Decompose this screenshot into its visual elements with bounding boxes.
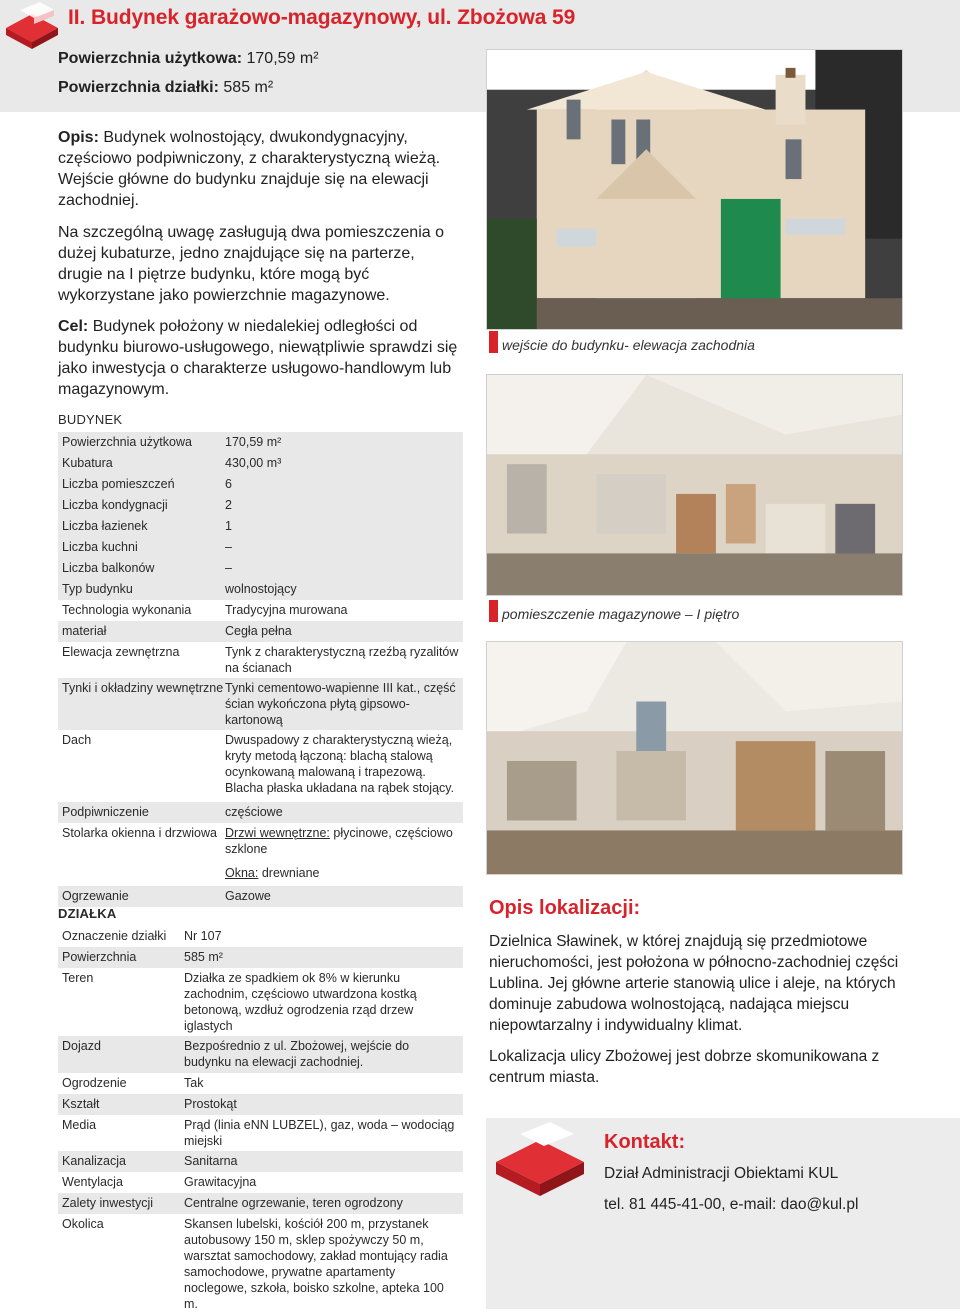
photo-caption-room bbox=[489, 600, 739, 622]
goal-paragraph bbox=[58, 316, 463, 400]
row-label: Zalety inwestycji bbox=[62, 1196, 153, 1210]
table-row bbox=[58, 558, 463, 579]
row-label: Kanalizacja bbox=[62, 1154, 126, 1168]
row-label: Liczba pomieszczeń bbox=[62, 477, 175, 491]
row-value: 430,00 m³ bbox=[225, 456, 282, 470]
row-label: Kształt bbox=[62, 1097, 100, 1111]
row-value: Bezpośrednio z ul. Zbożowej, wejście do budynku na elewacji zachodniej. bbox=[184, 1039, 410, 1069]
table-row bbox=[58, 947, 463, 968]
row-label: Podpiwniczenie bbox=[62, 805, 149, 819]
description-paragraph bbox=[58, 127, 463, 211]
row-value: Prostokąt bbox=[184, 1097, 237, 1111]
row-value: Sanitarna bbox=[184, 1154, 238, 1168]
row-label: Media bbox=[62, 1118, 97, 1132]
row-label: Liczba kuchni bbox=[62, 540, 138, 554]
row-value: 2 bbox=[225, 498, 232, 512]
table-row bbox=[58, 1115, 463, 1151]
table-row bbox=[58, 579, 463, 600]
row-label: Technologia wykonania bbox=[62, 603, 192, 617]
large-rooms-paragraph: Na szczególną uwagę zasługują dwa pomieszczenia o dużej kubaturze, jedno znajdujące się na parterze, drugie na I piętrze budynku, które mogą być wykorzystane jako powierzchnie magazynowe. bbox=[58, 224, 444, 304]
row-label: Dach bbox=[62, 733, 92, 747]
table-row bbox=[58, 1172, 463, 1193]
table-row bbox=[58, 642, 463, 678]
table-row bbox=[58, 453, 463, 474]
table-row bbox=[58, 730, 463, 802]
row-label: Liczba kondygnacji bbox=[62, 498, 168, 512]
table-row bbox=[58, 678, 463, 730]
table-row bbox=[58, 886, 463, 907]
row-label: Liczba łazienek bbox=[62, 519, 148, 533]
plot-area bbox=[58, 79, 273, 97]
contact-department: Dział Administracji Obiektami KUL bbox=[604, 1165, 839, 1182]
row-label: Elewacja zewnętrzna bbox=[62, 645, 180, 659]
contact-phone-email: tel. 81 445-41-00, e-mail: dao@kul.pl bbox=[604, 1196, 859, 1213]
table-row bbox=[58, 474, 463, 495]
windows-label: Okna: bbox=[225, 866, 259, 880]
row-value: Tak bbox=[184, 1076, 204, 1090]
table-row bbox=[58, 968, 463, 1036]
row-label: Tynki i okładziny wewnętrzne bbox=[62, 681, 224, 695]
row-value bbox=[225, 825, 459, 881]
row-value: 1 bbox=[225, 519, 232, 533]
caption-text: wejście do budynku- elewacja zachodnia bbox=[502, 337, 755, 353]
row-value: Tynk z charakterystyczną rzeźbą ryzalitów na ścianach bbox=[225, 645, 459, 675]
row-label: Powierzchnia użytkowa bbox=[62, 435, 192, 449]
row-label: Oznaczenie działki bbox=[62, 929, 167, 943]
row-value: 6 bbox=[225, 477, 232, 491]
table-row bbox=[58, 1151, 463, 1172]
table-row bbox=[58, 621, 463, 642]
warehouse-room-photo-2 bbox=[486, 641, 903, 875]
row-label: Powierzchnia bbox=[62, 950, 137, 964]
row-label: Liczba balkonów bbox=[62, 561, 155, 575]
table-row bbox=[58, 823, 463, 886]
cel-label: Cel: bbox=[58, 318, 89, 335]
warehouse-room-photo-1 bbox=[486, 374, 903, 596]
row-value: Grawitacyjna bbox=[184, 1175, 257, 1189]
doors-value: płycinowe, częściowo szklone bbox=[225, 826, 453, 856]
row-value: Prąd (linia eNN LUBZEL), gaz, woda – wodociąg miejski bbox=[184, 1118, 455, 1148]
row-label: Wentylacja bbox=[62, 1175, 123, 1189]
row-value: Skansen lubelski, kościół 200 m, przystanek autobusowy 150 m, sklep spożywczy 50 m, warsztat samochodowy, zakład montujący radia samochodowe, prywatne apartamenty noclegowe, szkoła, boisko szkolne, apteka 100 m. bbox=[184, 1217, 448, 1311]
row-value: Centralne ogrzewanie, teren ogrodzony bbox=[184, 1196, 403, 1210]
caption-text: pomieszczenie magazynowe – I piętro bbox=[502, 606, 740, 622]
row-label: Ogrodzenie bbox=[62, 1076, 127, 1090]
row-label: Teren bbox=[62, 971, 94, 985]
table-row bbox=[58, 516, 463, 537]
table-row bbox=[58, 432, 463, 453]
row-label: Kubatura bbox=[62, 456, 113, 470]
row-value: Cegła pełna bbox=[225, 624, 292, 638]
doors-label: Drzwi wewnętrzne: bbox=[225, 826, 330, 840]
row-label: materiał bbox=[62, 624, 107, 638]
opis-label: Opis: bbox=[58, 129, 99, 146]
building-table bbox=[58, 412, 463, 907]
photo-caption-exterior bbox=[489, 331, 755, 353]
plot-area-value: 585 m² bbox=[223, 79, 274, 96]
row-value: – bbox=[225, 561, 232, 575]
row-value: 170,59 m² bbox=[225, 435, 282, 449]
usable-area bbox=[58, 50, 319, 68]
plot-table bbox=[58, 906, 463, 1314]
row-value: – bbox=[225, 540, 232, 554]
row-label: Stolarka okienna i drzwiowa bbox=[62, 826, 217, 840]
plot-table-heading: DZIAŁKA bbox=[58, 906, 117, 921]
caption-marker bbox=[489, 600, 498, 622]
windows-value: drewniane bbox=[258, 866, 320, 880]
row-value: Dwuspadowy z charakterystyczną wieżą, kryty metodą łączoną: blachą stalową ocynkowaną malowaną i trapezową. Blacha płaska układana na rąbek stojący. bbox=[225, 733, 455, 795]
row-value: 585 m² bbox=[184, 950, 223, 964]
logo-cube-icon bbox=[2, 2, 64, 50]
table-row bbox=[58, 926, 463, 947]
contact-cube-icon bbox=[490, 1122, 590, 1198]
table-row bbox=[58, 1036, 463, 1073]
location-text-1: Dzielnica Sławinek, w której znajdują się przedmiotowe nieruchomości, jest położona w północno-zachodniej części Lublina. Jej główne arterie stanowią ulice i aleje, na których dominuje zabudowa wolnostojącą, nadająca miejscu niepowtarzalny i indywidualny klimat. bbox=[489, 933, 899, 1034]
page-title: II. Budynek garażowo-magazynowy, ul. Zbożowa 59 bbox=[68, 6, 576, 29]
usable-area-label: Powierzchnia użytkowa: bbox=[58, 50, 243, 67]
cel-text: Budynek położony w niedalekiej odległości od budynku biurowo-usługowego, niewątpliwie sprawdzi się jako inwestycja o charakterze usługowo-handlowym lub magazynowym. bbox=[58, 318, 458, 398]
building-table-heading: BUDYNEK bbox=[58, 412, 123, 427]
location-title: Opis lokalizacji: bbox=[489, 897, 641, 919]
row-value: Tynki cementowo-wapienne III kat., część ścian wykończona płytą gipsowo-kartonową bbox=[225, 681, 456, 727]
table-row bbox=[58, 537, 463, 558]
row-label: Ogrzewanie bbox=[62, 889, 129, 903]
table-row bbox=[58, 1094, 463, 1115]
caption-marker bbox=[489, 331, 498, 353]
row-value: Tradycyjna murowana bbox=[225, 603, 348, 617]
usable-area-value: 170,59 m² bbox=[246, 50, 319, 67]
row-value: wolnostojący bbox=[225, 582, 297, 596]
row-label: Dojazd bbox=[62, 1039, 101, 1053]
table-row bbox=[58, 1193, 463, 1214]
table-row bbox=[58, 1214, 463, 1314]
row-value: Działka ze spadkiem ok 8% w kierunku zachodnim, częściowo utwardzona kostką betonową, wzdłuż ogrodzenia rząd drzew iglastych bbox=[184, 971, 417, 1033]
row-value: częściowe bbox=[225, 805, 283, 819]
opis-text: Budynek wolnostojący, dwukondygnacyjny, częściowo podpiwniczony, z charakterystyczną wieżą. Wejście główne do budynku znajduje się na elewacji zachodniej. bbox=[58, 129, 441, 209]
table-row bbox=[58, 495, 463, 516]
building-exterior-photo bbox=[486, 49, 903, 330]
row-value: Nr 107 bbox=[184, 929, 222, 943]
row-label: Typ budynku bbox=[62, 582, 133, 596]
contact-title: Kontakt: bbox=[604, 1131, 686, 1153]
table-row bbox=[58, 802, 463, 823]
location-text-2: Lokalizacja ulicy Zbożowej jest dobrze skomunikowana z centrum miasta. bbox=[489, 1048, 880, 1086]
row-value: Gazowe bbox=[225, 889, 271, 903]
table-row bbox=[58, 1073, 463, 1094]
plot-area-label: Powierzchnia działki: bbox=[58, 79, 219, 96]
row-label: Okolica bbox=[62, 1217, 104, 1231]
table-row bbox=[58, 600, 463, 621]
